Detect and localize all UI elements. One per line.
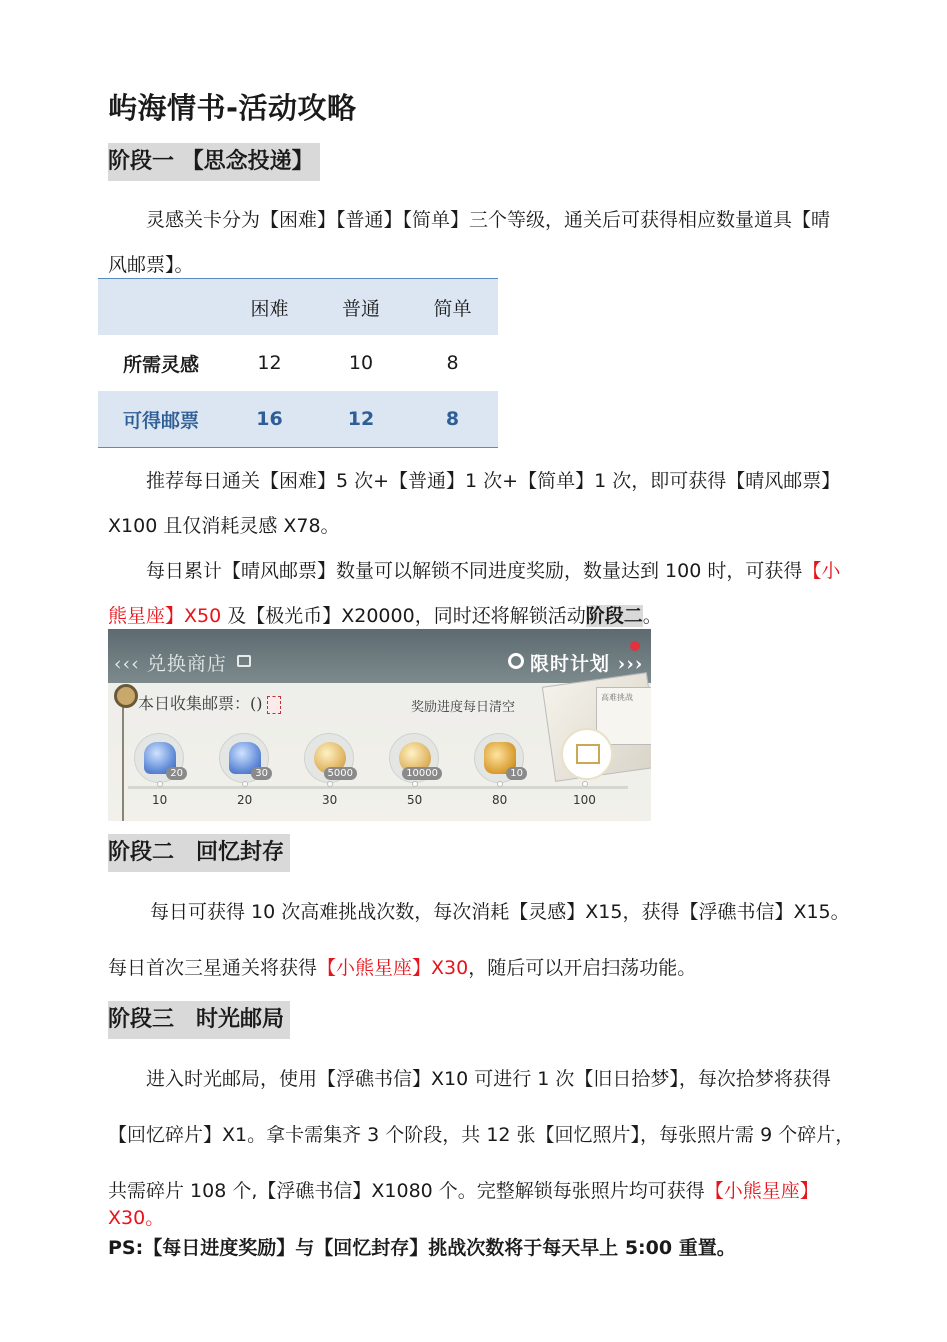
stage3-heading: 阶段三 时光邮局 — [108, 1001, 290, 1039]
stage1-intro-line2: 风邮票】。 — [108, 254, 194, 276]
reset-notice: 奖励进度每日清空 — [411, 700, 516, 715]
table-cell: 8 — [446, 352, 459, 374]
game-screenshot — [108, 629, 651, 821]
stage3-line3: 共需碎片 108 个,【浮礁书信】X1080 个。完整解锁每张照片均可获得【小熊星座】X30。 — [108, 1180, 819, 1229]
stage1-acc-line2: 熊星座】X50 及【极光币】X20000，同时还将解锁活动阶段二。 — [108, 605, 662, 627]
table-cell: 8 — [445, 408, 460, 430]
reward-item: 20 — [134, 733, 184, 783]
table-row-label: 所需灵感 — [122, 353, 199, 376]
stage-table — [98, 278, 498, 448]
lock-icon — [237, 655, 251, 667]
stage1-rec-line1: 推荐每日通关【困难】5 次+【普通】1 次+【简单】1 次，即可获得【晴风邮票】 — [146, 470, 841, 492]
decor-rod — [122, 704, 124, 821]
stage3-line1: 进入时光邮局，使用【浮礁书信】X10 可进行 1 次【旧日拾梦】，每次拾梦将获得 — [146, 1068, 831, 1090]
reward-item: 10000 — [389, 733, 439, 783]
table-header-cell: 普通 — [341, 297, 380, 320]
table-cell: 12 — [257, 352, 282, 374]
gift-icon — [561, 728, 613, 780]
progress-tick: 30 — [322, 793, 338, 807]
table-cell: 10 — [348, 352, 374, 374]
stage3-line2: 【回忆碎片】X1。拿卡需集齐 3 个阶段，共 12 张【回忆照片】，每张照片需 9 个碎片， — [108, 1124, 855, 1146]
progress-tick: 80 — [492, 793, 508, 807]
table-header-cell: 简单 — [433, 297, 472, 320]
progress-tick: 100 — [573, 793, 596, 807]
table-header-row — [98, 279, 498, 335]
progress-track — [128, 786, 628, 789]
progress-node — [157, 781, 163, 787]
reward-item: 10 — [474, 733, 524, 783]
table-cell: 12 — [347, 408, 375, 430]
notification-dot-icon — [630, 641, 640, 651]
stage1-acc-line1: 每日累计【晴风邮票】数量可以解锁不同进度奖励，数量达到 100 时，可获得【小 — [146, 560, 841, 582]
page-title: 屿海情书-活动攻略 — [108, 91, 357, 125]
progress-tick: 20 — [237, 793, 253, 807]
progress-node — [412, 781, 418, 787]
table-header-cell: 困难 — [250, 297, 289, 320]
progress-node — [242, 781, 248, 787]
progress-node — [327, 781, 333, 787]
table-row — [98, 391, 498, 447]
shop-label: ‹‹‹ 兑换商店 — [114, 653, 227, 675]
limited-plan-label: 限时计划 ››› — [530, 653, 644, 675]
table-row-label: 可得邮票 — [122, 409, 199, 432]
stamp-icon — [267, 696, 281, 714]
stage1-rec-line2: X100 且仅消耗灵感 X78。 — [108, 515, 340, 537]
progress-node — [497, 781, 503, 787]
challenge-card-front: 高难挑战 — [596, 687, 651, 745]
stage1-intro-line1: 灵感关卡分为【困难】【普通】【简单】三个等级，通关后可获得相应数量道具【晴 — [146, 209, 831, 231]
daily-stamp-count: 本日收集邮票：() — [138, 691, 281, 714]
ps-note: PS:【每日进度奖励】与【回忆封存】挑战次数将于每天早上 5:00 重置。 — [108, 1237, 736, 1259]
reward-item: 30 — [219, 733, 269, 783]
progress-tick: 50 — [407, 793, 423, 807]
gear-emblem-icon — [114, 684, 138, 708]
alarm-clock-icon — [508, 653, 524, 669]
stage2-heading: 阶段二 回忆封存 — [108, 834, 290, 872]
stage2-line2: 每日首次三星通关将获得【小熊星座】X30，随后可以开启扫荡功能。 — [108, 957, 697, 979]
stage2-line1: 每日可获得 10 次高难挑战次数，每次消耗【灵感】X15，获得【浮礁书信】X15。 — [150, 901, 850, 923]
table-cell: 16 — [256, 408, 283, 430]
table-row — [98, 335, 498, 391]
reward-item: 5000 — [304, 733, 354, 783]
progress-tick: 10 — [152, 793, 168, 807]
stage1-heading: 阶段一 【思念投递】 — [108, 143, 320, 181]
progress-node — [582, 781, 588, 787]
